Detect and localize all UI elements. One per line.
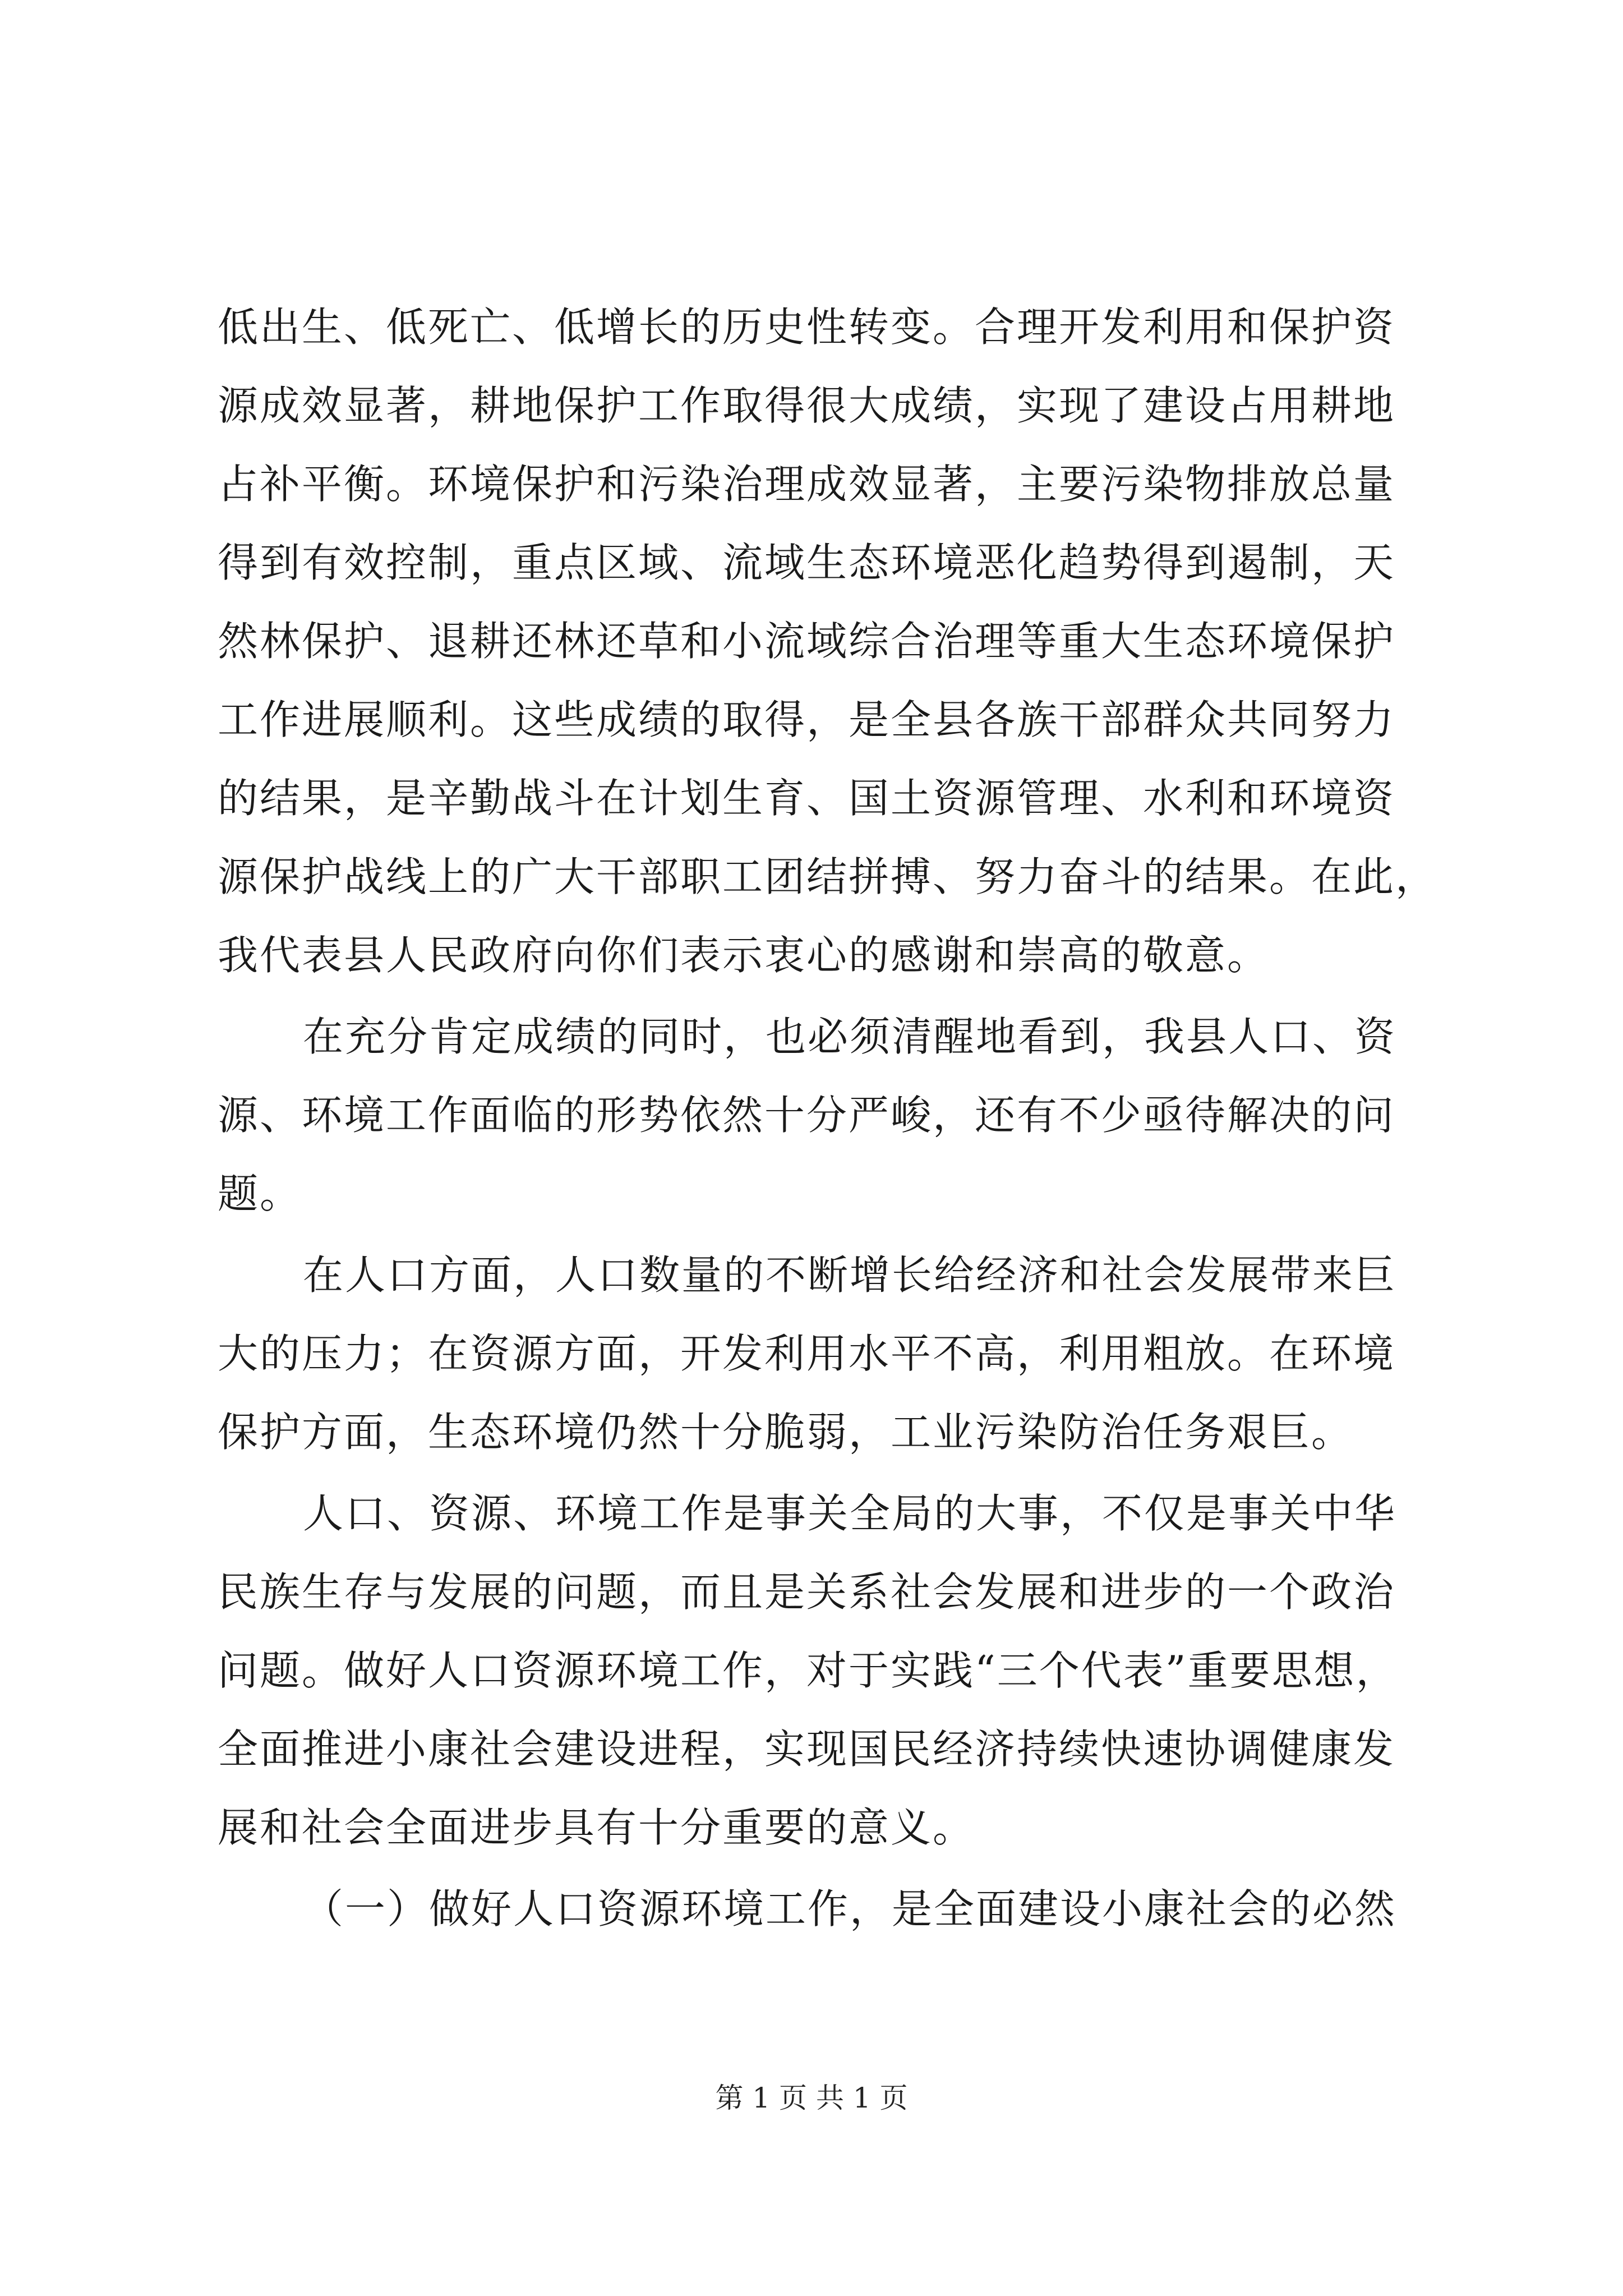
paragraph-line: 大的压力；在资源方面，开发利用水平不高，利用粗放。在环境	[218, 1330, 1396, 1377]
paragraph-line: 的结果，是辛勤战斗在计划生育、国土资源管理、水利和环境资	[218, 775, 1396, 822]
paragraph-line: 人口、资源、环境工作是事关全局的大事，不仅是事关中华	[303, 1490, 1397, 1537]
paragraph-line: 源保护战线上的广大干部职工团结拼搏、努力奋斗的结果。在此，	[218, 853, 1438, 900]
page-number-footer: 第 1 页 共 1 页	[715, 2082, 908, 2114]
paragraph-line: 在人口方面，人口数量的不断增长给经济和社会发展带来巨	[303, 1251, 1397, 1299]
paragraph-line: 工作进展顺利。这些成绩的取得，是全县各族干部群众共同努力	[218, 696, 1396, 743]
paragraph-line: 民族生存与发展的问题，而且是关系社会发展和进步的一个政治	[218, 1568, 1396, 1616]
paragraph-line: 在充分肯定成绩的同时，也必须清醒地看到，我县人口、资	[303, 1013, 1397, 1060]
paragraph-line: 占补平衡。环境保护和污染治理成效显著，主要污染物排放总量	[218, 461, 1396, 508]
paragraph-line: 然林保护、退耕还林还草和小流域综合治理等重大生态环境保护	[218, 618, 1396, 665]
paragraph-line: 源成效显著，耕地保护工作取得很大成绩，实现了建设占用耕地	[218, 382, 1396, 429]
paragraph-line: 低出生、低死亡、低增长的历史性转变。合理开发利用和保护资	[218, 303, 1396, 351]
paragraph-line: 展和社会全面进步具有十分重要的意义。	[218, 1804, 975, 1851]
paragraph-line: 问题。做好人口资源环境工作，对于实践“三个代表”重要思想，	[218, 1647, 1398, 1694]
paragraph-line: 我代表县人民政府向你们表示衷心的感谢和崇高的敬意。	[218, 932, 1270, 979]
paragraph-line: 保护方面，生态环境仍然十分脆弱，工业污染防治任务艰巨。	[218, 1409, 1354, 1456]
section-heading-line: （一）做好人口资源环境工作，是全面建设小康社会的必然	[303, 1885, 1397, 1932]
paragraph-line: 全面推进小康社会建设进程，实现国民经济持续快速协调健康发	[218, 1726, 1396, 1773]
paragraph-line: 得到有效控制，重点区域、流域生态环境恶化趋势得到遏制，天	[218, 539, 1396, 586]
paragraph-line: 源、环境工作面临的形势依然十分严峻，还有不少亟待解决的问	[218, 1092, 1396, 1139]
paragraph-line: 题。	[218, 1170, 302, 1217]
